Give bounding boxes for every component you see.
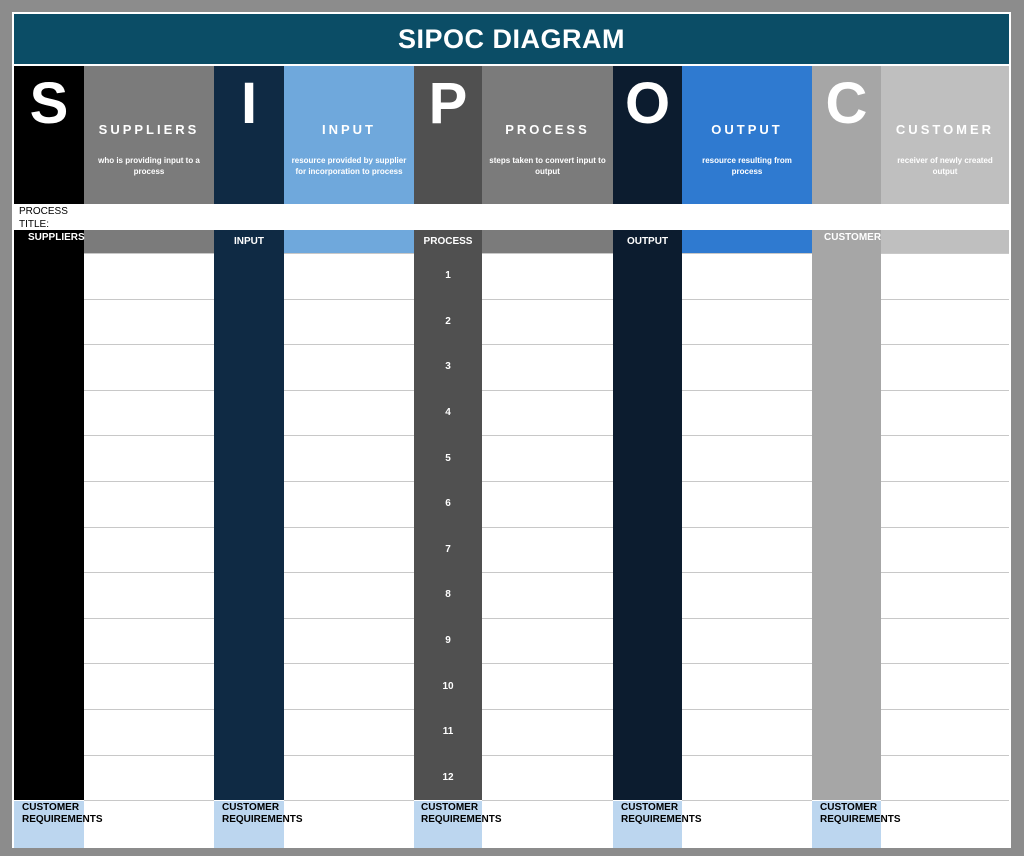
- row-divider: [284, 481, 414, 482]
- row-divider: [84, 344, 214, 345]
- header-input-desc: resource provided by supplier for incorporation to process: [291, 156, 407, 176]
- row-divider: [682, 390, 812, 391]
- row-divider: [682, 481, 812, 482]
- process-step-number: 5: [445, 452, 451, 464]
- title-bar: [14, 14, 1009, 64]
- letter-i: [214, 66, 284, 204]
- process-step-number: 9: [445, 635, 451, 647]
- row-divider: [881, 253, 1009, 254]
- header-suppliers-desc: who is providing input to a process: [98, 156, 200, 176]
- input-subheader-bar: [284, 230, 414, 253]
- process-step-number: 2: [445, 315, 451, 327]
- row-divider: [284, 253, 414, 254]
- row-divider: [682, 800, 812, 801]
- row-divider: [284, 390, 414, 391]
- letter-s: [14, 66, 84, 204]
- header-input: [284, 66, 414, 204]
- row-divider: [284, 663, 414, 664]
- row-divider: [284, 800, 414, 801]
- customer-column-label: CUSTOMER: [824, 232, 882, 243]
- customer-column: [812, 230, 881, 800]
- row-divider: [284, 755, 414, 756]
- process-step-number: 6: [445, 498, 451, 510]
- row-divider: [881, 709, 1009, 710]
- row-divider: [682, 253, 812, 254]
- customer-requirements: CUSTOMER REQUIREMENTS: [812, 801, 881, 848]
- row-divider: [84, 709, 214, 710]
- letter-s-text: S: [29, 71, 69, 136]
- customer-subheader-bar: [881, 230, 1009, 253]
- row-divider: [284, 435, 414, 436]
- row-divider: [682, 572, 812, 573]
- row-divider: [682, 344, 812, 345]
- row-divider: [881, 800, 1009, 801]
- row-divider: [881, 299, 1009, 300]
- row-divider: [284, 344, 414, 345]
- header-suppliers-name: SUPPLIERS: [98, 122, 200, 137]
- row-divider: [482, 755, 613, 756]
- row-divider: [284, 618, 414, 619]
- row-divider: [284, 572, 414, 573]
- row-divider: [84, 481, 214, 482]
- input-column-label: INPUT: [234, 236, 264, 247]
- process-title-field[interactable]: [94, 204, 1009, 230]
- row-divider: [84, 390, 214, 391]
- row-divider: [284, 709, 414, 710]
- output-column-label: OUTPUT: [626, 236, 669, 247]
- row-divider: [482, 527, 613, 528]
- process-step-number: 12: [442, 771, 454, 783]
- row-divider: [84, 435, 214, 436]
- header-process-desc: steps taken to convert input to output: [489, 156, 606, 176]
- row-divider: [84, 800, 214, 801]
- row-divider: [482, 572, 613, 573]
- suppliers-column: [14, 230, 84, 800]
- output-requirements: CUSTOMER REQUIREMENTS: [613, 801, 682, 848]
- process-step-number: 1: [445, 270, 451, 282]
- input-column: [214, 230, 284, 800]
- row-divider: [84, 299, 214, 300]
- suppliers-subheader-bar: [84, 230, 214, 253]
- process-title-label-text: PROCESS TITLE:: [19, 206, 68, 230]
- process-title-label: [14, 204, 94, 230]
- row-divider: [682, 435, 812, 436]
- header-output-name: OUTPUT: [711, 122, 783, 137]
- letter-p-text: P: [428, 71, 468, 136]
- letter-c: [812, 66, 881, 204]
- process-subheader-bar: [482, 230, 613, 253]
- row-divider: [682, 527, 812, 528]
- row-divider: [682, 709, 812, 710]
- row-divider: [881, 618, 1009, 619]
- row-divider: [881, 755, 1009, 756]
- row-divider: [84, 572, 214, 573]
- row-divider: [682, 299, 812, 300]
- process-step-number: 7: [445, 543, 451, 555]
- row-divider: [682, 618, 812, 619]
- suppliers-column-label: SUPPLIERS: [28, 232, 85, 243]
- header-output-desc: resource resulting from process: [702, 156, 792, 176]
- page-title: SIPOC DIAGRAM: [397, 23, 625, 54]
- row-divider: [84, 253, 214, 254]
- row-divider: [881, 663, 1009, 664]
- letter-o: [613, 66, 682, 204]
- row-divider: [84, 618, 214, 619]
- row-divider: [482, 253, 613, 254]
- header-process: [482, 66, 613, 204]
- row-divider: [881, 481, 1009, 482]
- row-divider: [682, 755, 812, 756]
- header-output: [682, 66, 812, 204]
- header-customer-name: CUSTOMER: [895, 122, 995, 137]
- process-step-number: 4: [445, 407, 451, 419]
- row-divider: [482, 435, 613, 436]
- sipoc-sheet: [12, 12, 1011, 848]
- process-column-label: PROCESS: [423, 236, 473, 247]
- process-step-number: 11: [442, 726, 454, 738]
- output-column: [613, 230, 682, 800]
- process-requirements: CUSTOMER REQUIREMENTS: [414, 801, 482, 848]
- row-divider: [84, 663, 214, 664]
- suppliers-requirements: CUSTOMER REQUIREMENTS: [14, 801, 84, 848]
- letter-o-text: O: [624, 71, 671, 136]
- input-requirements: CUSTOMER REQUIREMENTS: [214, 801, 284, 848]
- header-process-name: PROCESS: [505, 122, 590, 137]
- row-divider: [482, 709, 613, 710]
- process-step-number: 3: [445, 361, 451, 373]
- header-suppliers: [84, 66, 214, 204]
- row-divider: [482, 344, 613, 345]
- row-divider: [482, 481, 613, 482]
- row-divider: [284, 527, 414, 528]
- row-divider: [482, 800, 613, 801]
- row-divider: [284, 299, 414, 300]
- row-divider: [682, 663, 812, 664]
- header-input-name: INPUT: [322, 122, 376, 137]
- row-divider: [881, 527, 1009, 528]
- letter-c-text: C: [825, 71, 868, 136]
- row-divider: [881, 390, 1009, 391]
- process-step-number: 10: [442, 680, 454, 692]
- process-step-number: 8: [445, 589, 451, 601]
- letter-p: [414, 66, 482, 204]
- row-divider: [881, 435, 1009, 436]
- output-subheader-bar: [682, 230, 812, 253]
- header-customer-desc: receiver of newly created output: [897, 156, 993, 176]
- letter-i-text: I: [240, 71, 258, 136]
- header-customer: [881, 66, 1009, 204]
- row-divider: [881, 344, 1009, 345]
- row-divider: [482, 299, 613, 300]
- row-divider: [482, 390, 613, 391]
- row-divider: [84, 755, 214, 756]
- row-divider: [482, 663, 613, 664]
- row-divider: [482, 618, 613, 619]
- row-divider: [84, 527, 214, 528]
- row-divider: [881, 572, 1009, 573]
